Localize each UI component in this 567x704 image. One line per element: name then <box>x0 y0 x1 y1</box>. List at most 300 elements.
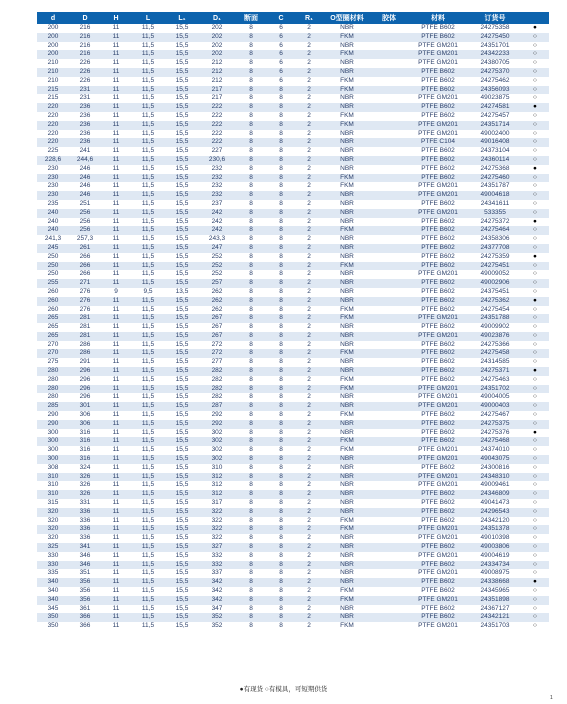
cell-L: 11,5 <box>131 297 165 306</box>
table-row <box>37 587 549 596</box>
cell-material: PTFE B602 <box>407 33 469 42</box>
cell-material: PTFE B602 <box>407 323 469 332</box>
table-row <box>37 622 549 631</box>
cell-L: 11,5 <box>131 226 165 235</box>
cell-oring-material: FKM <box>323 596 371 605</box>
cell-L1: 15,5 <box>165 587 199 596</box>
cell-L1: 15,5 <box>165 393 199 402</box>
cell-L: 9,5 <box>131 288 165 297</box>
cell-order-number: 24358306 <box>469 235 521 244</box>
table-row <box>37 42 549 51</box>
cell-C: 8 <box>267 270 295 279</box>
cell-D: 281 <box>69 323 101 332</box>
cell-rubber <box>371 50 407 59</box>
product-table-container <box>37 12 549 631</box>
cell-L1: 15,5 <box>165 561 199 570</box>
cell-D: 286 <box>69 349 101 358</box>
cell-material: PTFE B602 <box>407 174 469 183</box>
cell-oring-material: FKM <box>323 437 371 446</box>
cell-L: 11,5 <box>131 587 165 596</box>
cell-availability-mark: ● <box>521 218 549 227</box>
cell-L: 11,5 <box>131 367 165 376</box>
cell-availability-mark: ○ <box>521 376 549 385</box>
cell-oring-material: FKM <box>323 182 371 191</box>
cell-section: 8 <box>235 262 267 271</box>
cell-D: 236 <box>69 103 101 112</box>
cell-order-number: 24275454 <box>469 306 521 315</box>
cell-section: 8 <box>235 455 267 464</box>
cell-availability-mark: ○ <box>521 130 549 139</box>
cell-availability-mark: ○ <box>521 402 549 411</box>
cell-oring-material: NBR <box>323 244 371 253</box>
table-row <box>37 244 549 253</box>
cell-rubber <box>371 270 407 279</box>
cell-availability-mark: ○ <box>521 174 549 183</box>
cell-order-number: 24275458 <box>469 349 521 358</box>
cell-D1: 282 <box>199 367 235 376</box>
cell-rubber <box>371 59 407 68</box>
col-header-oring-material: O型圈材料 <box>323 12 371 24</box>
table-row <box>37 473 549 482</box>
cell-order-number: 24275457 <box>469 112 521 121</box>
table-row <box>37 323 549 332</box>
cell-availability-mark: ○ <box>521 262 549 271</box>
cell-L: 11,5 <box>131 323 165 332</box>
cell-rubber <box>371 341 407 350</box>
cell-H: 11 <box>101 481 131 490</box>
cell-D1: 243,3 <box>199 235 235 244</box>
cell-availability-mark: ● <box>521 367 549 376</box>
cell-L: 11,5 <box>131 147 165 156</box>
cell-D1: 202 <box>199 42 235 51</box>
cell-section: 8 <box>235 156 267 165</box>
cell-order-number: 49023875 <box>469 94 521 103</box>
cell-D: 246 <box>69 182 101 191</box>
cell-H: 11 <box>101 358 131 367</box>
cell-d: 260 <box>37 297 69 306</box>
cell-oring-material: NBR <box>323 24 371 33</box>
cell-L1: 15,5 <box>165 481 199 490</box>
table-row <box>37 517 549 526</box>
cell-d: 265 <box>37 332 69 341</box>
table-row <box>37 552 549 561</box>
cell-R1: 2 <box>295 68 323 77</box>
cell-D: 216 <box>69 42 101 51</box>
cell-order-number: 24275468 <box>469 437 521 446</box>
cell-D: 216 <box>69 24 101 33</box>
cell-R1: 2 <box>295 517 323 526</box>
cell-L1: 15,5 <box>165 147 199 156</box>
cell-order-number: 24351898 <box>469 596 521 605</box>
cell-C: 8 <box>267 341 295 350</box>
cell-oring-material: NBR <box>323 156 371 165</box>
cell-R1: 2 <box>295 499 323 508</box>
cell-d: 200 <box>37 24 69 33</box>
cell-C: 8 <box>267 358 295 367</box>
cell-availability-mark: ○ <box>521 499 549 508</box>
cell-material: PTFE B602 <box>407 77 469 86</box>
cell-order-number: 24275451 <box>469 262 521 271</box>
cell-d: 200 <box>37 42 69 51</box>
cell-C: 8 <box>267 288 295 297</box>
cell-R1: 2 <box>295 191 323 200</box>
cell-D1: 302 <box>199 446 235 455</box>
cell-D: 301 <box>69 402 101 411</box>
table-row <box>37 446 549 455</box>
cell-section: 8 <box>235 341 267 350</box>
cell-material: PTFE B602 <box>407 411 469 420</box>
cell-rubber <box>371 464 407 473</box>
cell-H: 11 <box>101 446 131 455</box>
cell-material: PTFE B602 <box>407 253 469 262</box>
table-row <box>37 534 549 543</box>
cell-material: PTFE GM201 <box>407 481 469 490</box>
cell-section: 8 <box>235 314 267 323</box>
cell-H: 11 <box>101 517 131 526</box>
cell-D: 316 <box>69 446 101 455</box>
cell-D1: 212 <box>199 68 235 77</box>
cell-L1: 15,5 <box>165 50 199 59</box>
cell-L: 11,5 <box>131 534 165 543</box>
cell-availability-mark: ○ <box>521 622 549 631</box>
cell-oring-material: FKM <box>323 517 371 526</box>
cell-R1: 2 <box>295 446 323 455</box>
cell-order-number: 24374010 <box>469 446 521 455</box>
cell-availability-mark: ○ <box>521 332 549 341</box>
cell-section: 8 <box>235 376 267 385</box>
cell-oring-material: NBR <box>323 402 371 411</box>
cell-section: 8 <box>235 94 267 103</box>
cell-rubber <box>371 200 407 209</box>
cell-L1: 15,5 <box>165 279 199 288</box>
cell-R1: 2 <box>295 367 323 376</box>
cell-rubber <box>371 411 407 420</box>
cell-L: 11,5 <box>131 270 165 279</box>
cell-material: PTFE GM201 <box>407 121 469 130</box>
cell-L: 11,5 <box>131 605 165 614</box>
cell-d: 240 <box>37 209 69 218</box>
cell-section: 8 <box>235 323 267 332</box>
cell-material: PTFE B602 <box>407 156 469 165</box>
cell-H: 11 <box>101 569 131 578</box>
cell-L1: 15,5 <box>165 323 199 332</box>
cell-order-number: 24351701 <box>469 42 521 51</box>
cell-order-number: 49002400 <box>469 130 521 139</box>
cell-availability-mark: ○ <box>521 314 549 323</box>
cell-R1: 2 <box>295 130 323 139</box>
col-header-R1: R₁ <box>295 12 323 24</box>
cell-L: 11,5 <box>131 481 165 490</box>
cell-H: 11 <box>101 68 131 77</box>
cell-L1: 15,5 <box>165 473 199 482</box>
cell-order-number: 49043075 <box>469 455 521 464</box>
cell-d: 280 <box>37 393 69 402</box>
table-row <box>37 226 549 235</box>
cell-rubber <box>371 209 407 218</box>
cell-D1: 202 <box>199 33 235 42</box>
table-row <box>37 578 549 587</box>
cell-section: 8 <box>235 517 267 526</box>
cell-oring-material: NBR <box>323 393 371 402</box>
cell-section: 8 <box>235 569 267 578</box>
cell-oring-material: FKM <box>323 349 371 358</box>
table-row <box>37 68 549 77</box>
cell-material: PTFE B602 <box>407 147 469 156</box>
cell-section: 8 <box>235 33 267 42</box>
cell-R1: 2 <box>295 77 323 86</box>
cell-L1: 15,5 <box>165 569 199 578</box>
cell-L: 11,5 <box>131 156 165 165</box>
cell-section: 8 <box>235 332 267 341</box>
cell-oring-material: FKM <box>323 50 371 59</box>
cell-order-number: 24275371 <box>469 367 521 376</box>
cell-C: 8 <box>267 393 295 402</box>
cell-order-number: 49009902 <box>469 323 521 332</box>
cell-D1: 247 <box>199 244 235 253</box>
cell-material: PTFE B602 <box>407 508 469 517</box>
table-row <box>37 59 549 68</box>
cell-L: 11,5 <box>131 86 165 95</box>
cell-H: 11 <box>101 429 131 438</box>
cell-R1: 2 <box>295 490 323 499</box>
cell-D: 226 <box>69 68 101 77</box>
cell-rubber <box>371 314 407 323</box>
cell-availability-mark: ● <box>521 429 549 438</box>
cell-C: 8 <box>267 147 295 156</box>
cell-section: 8 <box>235 270 267 279</box>
cell-material: PTFE B602 <box>407 543 469 552</box>
cell-oring-material: FKM <box>323 446 371 455</box>
cell-H: 11 <box>101 244 131 253</box>
cell-D1: 212 <box>199 77 235 86</box>
cell-L1: 15,5 <box>165 411 199 420</box>
cell-D: 296 <box>69 393 101 402</box>
cell-d: 300 <box>37 429 69 438</box>
cell-rubber <box>371 182 407 191</box>
cell-availability-mark: ○ <box>521 147 549 156</box>
cell-rubber <box>371 86 407 95</box>
cell-rubber <box>371 517 407 526</box>
cell-H: 11 <box>101 209 131 218</box>
cell-R1: 2 <box>295 569 323 578</box>
cell-R1: 2 <box>295 103 323 112</box>
cell-d: 290 <box>37 420 69 429</box>
cell-availability-mark: ○ <box>521 42 549 51</box>
cell-material: PTFE B602 <box>407 279 469 288</box>
cell-L: 11,5 <box>131 420 165 429</box>
cell-section: 8 <box>235 182 267 191</box>
cell-d: 275 <box>37 358 69 367</box>
cell-oring-material: NBR <box>323 613 371 622</box>
cell-section: 8 <box>235 552 267 561</box>
cell-rubber <box>371 235 407 244</box>
cell-D: 236 <box>69 121 101 130</box>
cell-L: 11,5 <box>131 508 165 517</box>
cell-D: 316 <box>69 437 101 446</box>
cell-D1: 332 <box>199 561 235 570</box>
cell-L: 11,5 <box>131 393 165 402</box>
cell-oring-material: NBR <box>323 367 371 376</box>
cell-R1: 2 <box>295 605 323 614</box>
cell-C: 8 <box>267 112 295 121</box>
col-header-material: 材料 <box>407 12 469 24</box>
cell-d: 340 <box>37 596 69 605</box>
cell-H: 11 <box>101 86 131 95</box>
table-row <box>37 288 549 297</box>
cell-C: 6 <box>267 50 295 59</box>
cell-d: 250 <box>37 270 69 279</box>
cell-D1: 337 <box>199 569 235 578</box>
cell-d: 228,6 <box>37 156 69 165</box>
cell-L: 11,5 <box>131 411 165 420</box>
cell-availability-mark: ○ <box>521 411 549 420</box>
cell-rubber <box>371 306 407 315</box>
cell-oring-material: NBR <box>323 534 371 543</box>
cell-rubber <box>371 244 407 253</box>
cell-material: PTFE GM201 <box>407 534 469 543</box>
cell-oring-material: NBR <box>323 200 371 209</box>
cell-L: 11,5 <box>131 200 165 209</box>
cell-H: 11 <box>101 138 131 147</box>
table-row <box>37 314 549 323</box>
cell-H: 11 <box>101 437 131 446</box>
cell-rubber <box>371 218 407 227</box>
cell-L1: 15,5 <box>165 358 199 367</box>
cell-oring-material: NBR <box>323 420 371 429</box>
cell-section: 8 <box>235 481 267 490</box>
cell-d: 330 <box>37 561 69 570</box>
cell-H: 11 <box>101 473 131 482</box>
cell-D: 236 <box>69 112 101 121</box>
cell-D: 366 <box>69 613 101 622</box>
cell-material: PTFE GM201 <box>407 596 469 605</box>
cell-availability-mark: ○ <box>521 200 549 209</box>
cell-section: 8 <box>235 68 267 77</box>
cell-C: 8 <box>267 481 295 490</box>
cell-D: 306 <box>69 411 101 420</box>
cell-d: 325 <box>37 543 69 552</box>
cell-D1: 312 <box>199 490 235 499</box>
cell-oring-material: NBR <box>323 235 371 244</box>
cell-L1: 15,5 <box>165 218 199 227</box>
cell-availability-mark: ○ <box>521 77 549 86</box>
cell-oring-material: FKM <box>323 376 371 385</box>
cell-C: 8 <box>267 587 295 596</box>
cell-d: 345 <box>37 605 69 614</box>
cell-L1: 15,5 <box>165 605 199 614</box>
cell-material: PTFE GM201 <box>407 455 469 464</box>
cell-material: PTFE GM201 <box>407 42 469 51</box>
cell-D: 316 <box>69 429 101 438</box>
cell-L1: 15,5 <box>165 446 199 455</box>
table-row <box>37 156 549 165</box>
availability-legend: ●有现货 ○有模具，可短期供货 <box>239 686 328 693</box>
cell-availability-mark: ○ <box>521 543 549 552</box>
cell-H: 11 <box>101 323 131 332</box>
cell-D1: 257 <box>199 279 235 288</box>
cell-section: 8 <box>235 508 267 517</box>
cell-d: 310 <box>37 481 69 490</box>
cell-D1: 322 <box>199 534 235 543</box>
cell-D: 281 <box>69 314 101 323</box>
cell-R1: 2 <box>295 138 323 147</box>
cell-material: PTFE B602 <box>407 288 469 297</box>
cell-H: 11 <box>101 235 131 244</box>
cell-section: 8 <box>235 446 267 455</box>
cell-material: PTFE B602 <box>407 262 469 271</box>
cell-d: 200 <box>37 50 69 59</box>
cell-C: 8 <box>267 543 295 552</box>
cell-L: 11,5 <box>131 218 165 227</box>
cell-material: PTFE B602 <box>407 376 469 385</box>
cell-oring-material: FKM <box>323 385 371 394</box>
cell-D: 256 <box>69 209 101 218</box>
cell-H: 11 <box>101 270 131 279</box>
cell-D1: 322 <box>199 508 235 517</box>
cell-D: 261 <box>69 244 101 253</box>
cell-section: 8 <box>235 209 267 218</box>
table-row <box>37 200 549 209</box>
cell-C: 8 <box>267 367 295 376</box>
cell-availability-mark: ○ <box>521 68 549 77</box>
cell-L: 11,5 <box>131 596 165 605</box>
cell-D1: 282 <box>199 393 235 402</box>
cell-section: 8 <box>235 279 267 288</box>
cell-L1: 15,5 <box>165 376 199 385</box>
cell-order-number: 24275362 <box>469 297 521 306</box>
cell-oring-material: NBR <box>323 279 371 288</box>
cell-oring-material: NBR <box>323 332 371 341</box>
cell-order-number: 24275450 <box>469 33 521 42</box>
cell-D1: 322 <box>199 525 235 534</box>
cell-section: 8 <box>235 411 267 420</box>
cell-R1: 2 <box>295 358 323 367</box>
cell-C: 8 <box>267 490 295 499</box>
cell-oring-material: FKM <box>323 86 371 95</box>
cell-order-number: 49002906 <box>469 279 521 288</box>
cell-L: 11,5 <box>131 332 165 341</box>
cell-order-number: 24275463 <box>469 376 521 385</box>
cell-d: 270 <box>37 349 69 358</box>
cell-R1: 2 <box>295 59 323 68</box>
cell-rubber <box>371 297 407 306</box>
cell-oring-material: NBR <box>323 455 371 464</box>
cell-d: 200 <box>37 33 69 42</box>
cell-section: 8 <box>235 622 267 631</box>
cell-L: 11,5 <box>131 385 165 394</box>
cell-L: 11,5 <box>131 569 165 578</box>
cell-section: 8 <box>235 499 267 508</box>
cell-availability-mark: ○ <box>521 455 549 464</box>
cell-availability-mark: ○ <box>521 270 549 279</box>
cell-D1: 302 <box>199 429 235 438</box>
cell-order-number: 24338668 <box>469 578 521 587</box>
table-row <box>37 481 549 490</box>
cell-D: 366 <box>69 622 101 631</box>
cell-order-number: 24300816 <box>469 464 521 473</box>
cell-material: PTFE B602 <box>407 517 469 526</box>
cell-availability-mark: ○ <box>521 534 549 543</box>
cell-D: 324 <box>69 464 101 473</box>
cell-L1: 15,5 <box>165 33 199 42</box>
cell-H: 9 <box>101 288 131 297</box>
cell-H: 11 <box>101 605 131 614</box>
cell-d: 265 <box>37 323 69 332</box>
table-row <box>37 543 549 552</box>
cell-D1: 267 <box>199 314 235 323</box>
cell-L: 11,5 <box>131 525 165 534</box>
cell-L: 11,5 <box>131 552 165 561</box>
